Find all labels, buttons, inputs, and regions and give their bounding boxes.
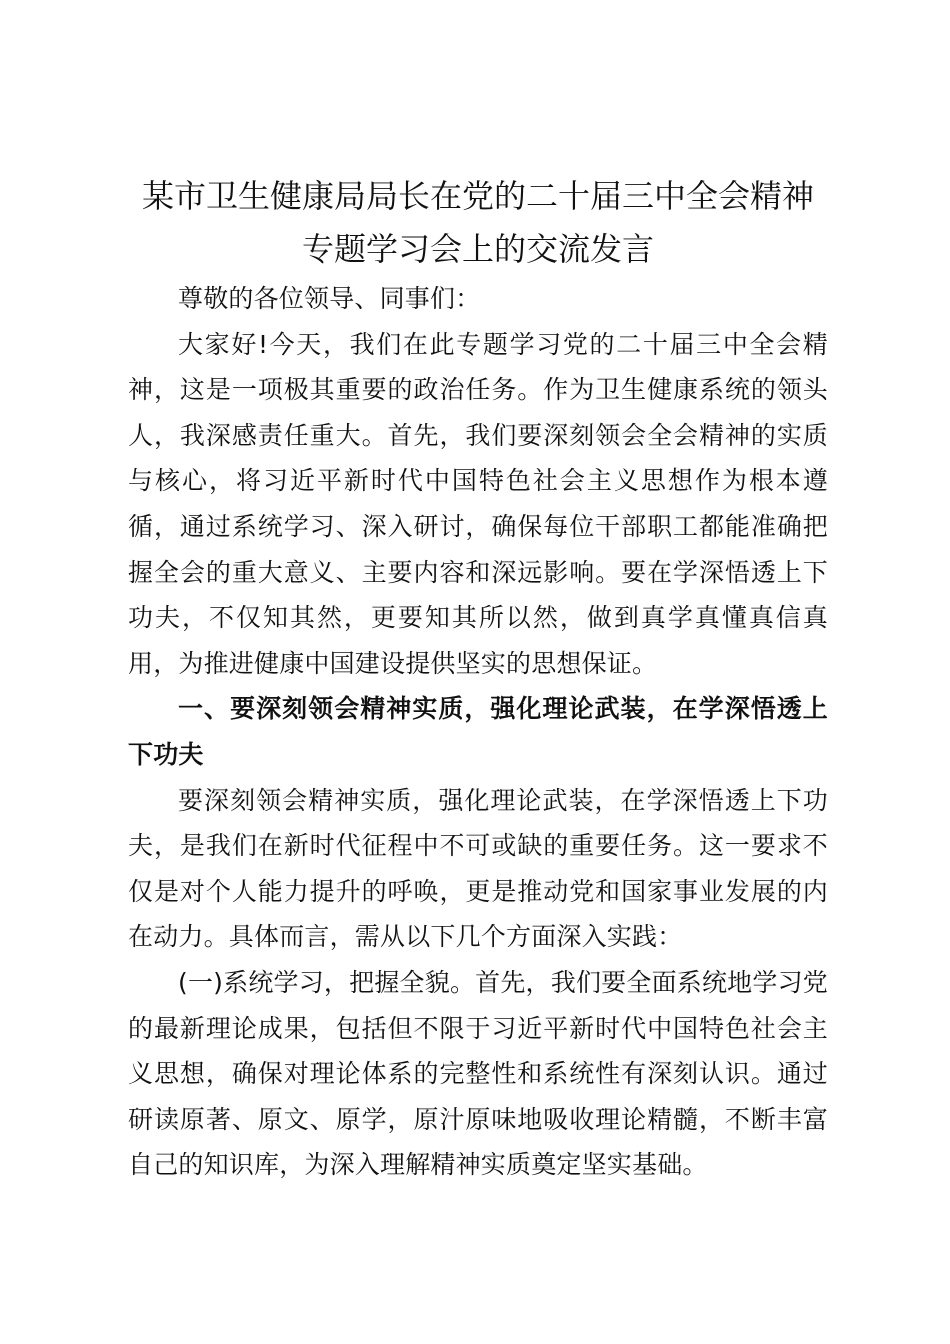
paragraph-opening: 大家好!今天，我们在此专题学习党的二十届三中全会精神，这是一项极其重要的政治任务。作为卫生健康系统的领头人，我深感责任重大。首先，我们要深刻领会全会精神的实质与核心，将习近平新时代中国特色社会主义思想作为根本遵循，通过系统学习、深入研讨，确保每位干部职工都能准确把握全会的重大意义、主要内容和深远影响。要在学深悟透上下功夫，不仅知其然，更要知其所以然，做到真学真懂真信真用，为推进健康中国建设提供坚实的思想保证。 [128, 329, 828, 678]
paragraph-subsection-1: (一)系统学习，把握全貌。首先，我们要全面系统地学习党的最新理论成果，包括但不限于习近平新时代中国特色社会主义思想，确保对理论体系的完整性和系统性有深刻认识。通过研读原著、原文、原学，原汁原味地吸收理论精髓，不断丰富自己的知识库，为深入理解精神实质奠定坚实基础。 [128, 967, 828, 1180]
salutation: 尊敬的各位领导、同事们： [178, 284, 481, 313]
paragraph-section-1-intro: 要深刻领会精神实质，强化理论武装，在学深悟透上下功夫，是我们在新时代征程中不可或缺的重要任务。这一要求不仅是对个人能力提升的呼唤，更是推动党和国家事业发展的内在动力。具体而言，需从以下几个方面深入实践： [128, 785, 828, 952]
document-body [128, 276, 828, 1188]
section-heading-1: 一、要深刻领会精神实质，强化理论武装，在学深悟透上下功夫 [128, 694, 828, 769]
document-title: 某市卫生健康局局长在党的二十届三中全会精神专题学习会上的交流发言 [141, 177, 814, 268]
